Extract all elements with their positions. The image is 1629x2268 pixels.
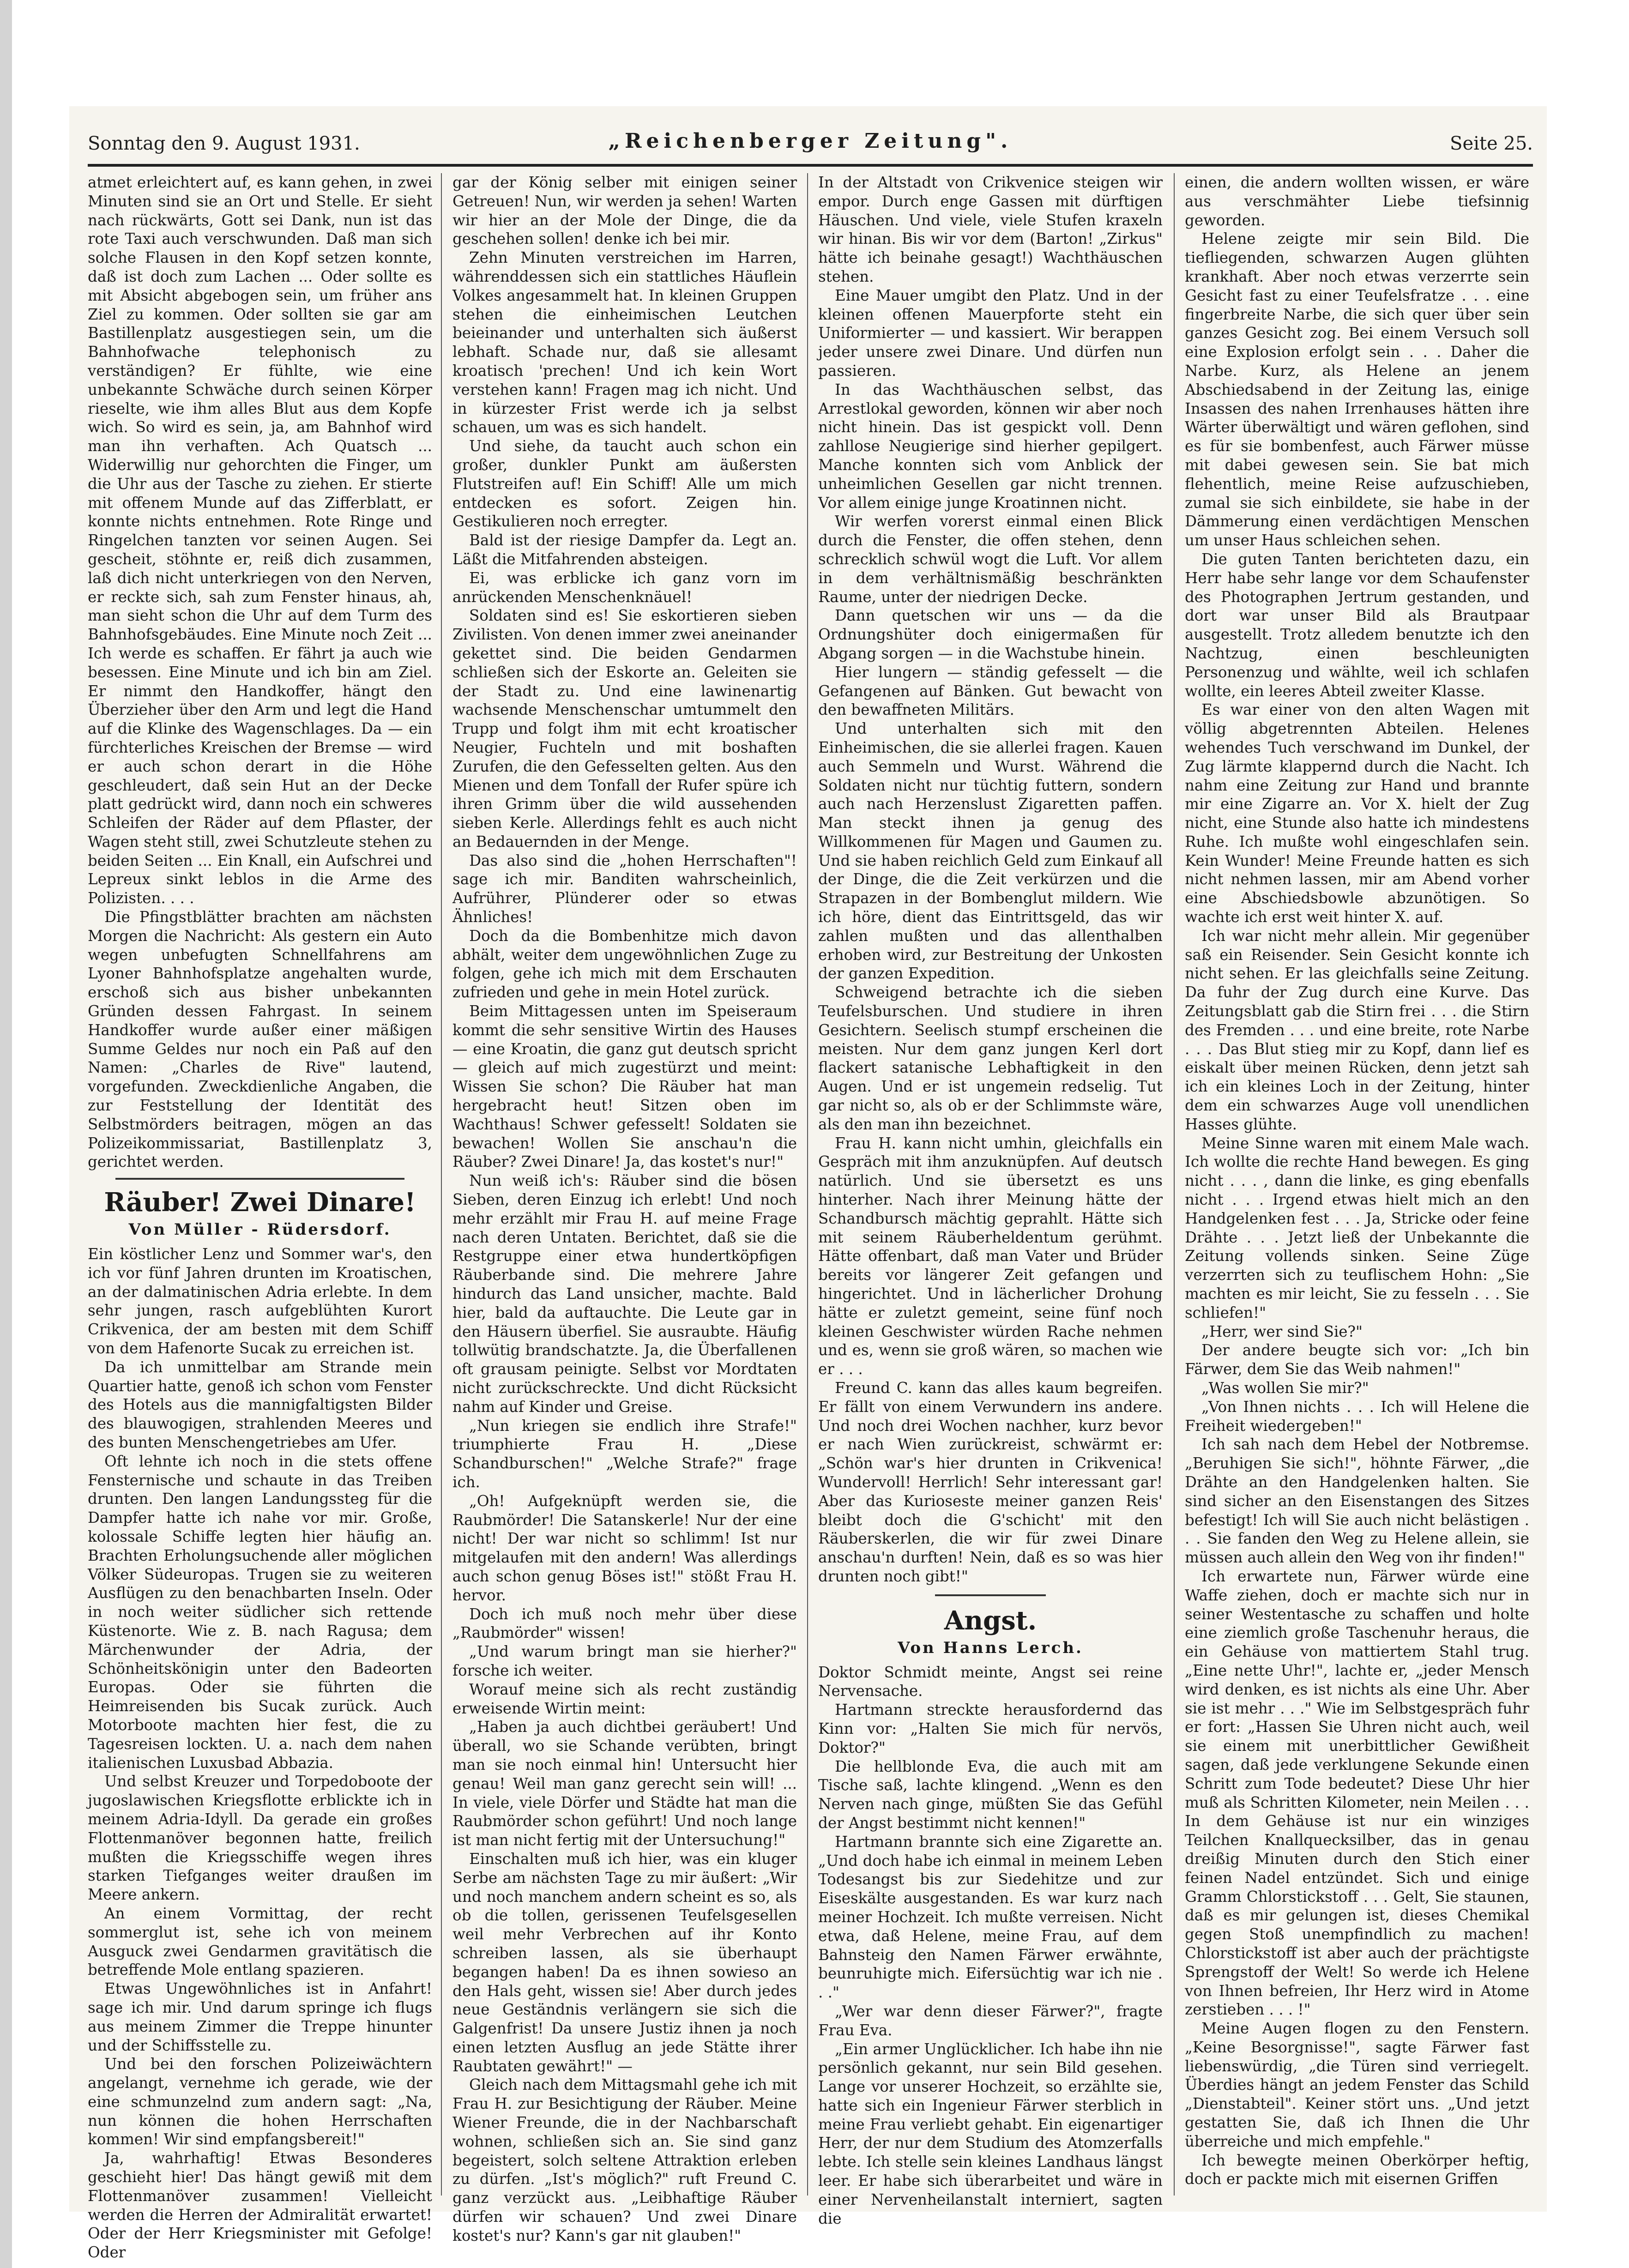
column-1 — [88, 173, 432, 2262]
column-3 — [818, 173, 1163, 2227]
article-paragraph: Worauf meine sich als recht zuständig erweisende Wirtin meint: — [452, 1680, 797, 1717]
article-paragraph: Wir werfen vorerst einmal einen Blick durch die Fenster, die offen stehen, denn schrecklich schwül wogt die Luft. Vor allem in dem verhältnismäßig beschränkten Raume, unter der niedrigen Decke. — [818, 513, 1163, 606]
article-paragraph: Und siehe, da taucht auch schon ein großer, dunkler Punkt am äußersten Flutstreifen auf! Ein Schiff! Alle um mich entdecken es sofort. Zeigen hin. Gestikulieren noch erregter. — [452, 437, 797, 531]
article-paragraph: Der andere beugte sich vor: „Ich bin Färwer, dem Sie das Weib nahmen!" — [1185, 1341, 1529, 1378]
article-paragraph: Doch da die Bombenhitze mich davon abhält, weiter dem ungewöhnlichen Zuge zu folgen, gehe ich mich mit dem Erschauten zufrieden und gehe in mein Hotel zurück. — [452, 927, 797, 1001]
article-paragraph: Die Pfingstblätter brachten am nächsten Morgen die Nachricht: Als gestern ein Auto wegen unbefugten Schnellfahrens am Lyoner Bahnhofsplatze angehalten wurde, erschoß sich aus bisher unbekannten Gründen dessen Fahrgast. In seinem Handkoffer wurde außer einer mäßigen Summe Geldes nur noch ein Paß auf den Namen: „Charles de Rive" lautend, vorgefunden. Zweckdienliche Angaben, die zur Feststellung der Identität des Selbstmörders beitragen, mögen an das Polizeikommissariat, Bastillenplatz 3, gerichtet werden. — [88, 908, 432, 1171]
masthead-page-number: Seite 25. — [1450, 133, 1533, 154]
article-paragraph: Ich erwartete nun, Färwer würde eine Waffe ziehen, doch er machte sich nur in seiner Westentasche zu schaffen und holte eine ziemlich große Taschenuhr heraus, die ein Gehäuse von mattiertem Stahl trug. „Eine nette Uhr!", lachte er, „jeder Mensch wird denken, es ist nichts als eine Uhr. Aber sie ist mehr . . ." Wie im Selbstgespräch fuhr er fort: „Hassen Sie Uhren nicht auch, weil sie einem mit unerbittlicher Gewißheit sagen, daß jede verklungene Sekunde einen Schritt zum Tode bedeutet? Diese Uhr hier muß als Schritten Kilometer, nein Meilen . . . In dem Gehäuse ist nur ein winziges Teilchen Knallquecksilber, das in genau dreißig Minuten durch den Stich einer feinen Nadel entzündet. Sich und einige Gramm Chlorstickstoff . . . Gelt, Sie staunen, daß es mir gelungen ist, dieses Chemikal gegen Stoß unempfindlich zu machen! Chlorstickstoff ist aber auch der prächtigste Sprengstoff der Welt! So werde ich Helene von Ihnen befreien, Ihr Herz wird in Atome zerstieben . . . !" — [1185, 1567, 1529, 2019]
article-paragraph: Dann quetschen wir uns — da die Ordnungshüter doch einigermaßen für Abgang sorgen — in die Wachstube hinein. — [818, 607, 1163, 662]
column-4 — [1185, 173, 1529, 2196]
article-paragraph: Da ich unmittelbar am Strande mein Quartier hatte, genoß ich schon vom Fenster des Hotels aus die mannigfaltigsten Bilder des blauwogigen, strahlenden Meeres und des bunten Menschengetriebes am Ufer. — [88, 1358, 432, 1451]
article-paragraph: Ich bewegte meinen Oberkörper heftig, doch er packte mich mit eisernen Griffen — [1185, 2151, 1529, 2188]
article-headline: Angst. — [944, 1605, 1037, 1636]
article-byline: Von Hanns Lerch. — [898, 1638, 1083, 1657]
article-paragraph: Die guten Tanten berichteten dazu, ein Herr habe sehr lange vor dem Schaufenster des Photographen Jertrum gestanden, und dort war unser Bild als Brautpaar ausgestellt. Trotz alledem benutzte ich den Nachtzug, einen beschleunigten Personenzug und wählte, weil ich schlafen wollte, ein leeres Abteil zweiter Klasse. — [1185, 550, 1529, 700]
article-paragraph: Ein köstlicher Lenz und Sommer war's, den ich vor fünf Jahren drunten im Kroatischen, an der dalmatinischen Adria erlebte. In dem sehr jungen, rasch aufgeblühten Kurort Crikvenica, der am besten mit dem Schiff von dem Hafenorte Sucak zu erreichen ist. — [88, 1245, 432, 1357]
scan-edge — [0, 0, 12, 2268]
article-paragraph: „Was wollen Sie mir?" — [1201, 1379, 1369, 1397]
article-paragraph: Meine Augen flogen zu den Fenstern. „Keine Besorgnisse!", sagte Färwer fast liebenswürdig, „die Türen sind verriegelt. Überdies hängt an jedem Fenster das Schild „Dienstabteil". Keiner stört uns. „Und jetzt gestatten Sie, daß ich Ihnen die Uhr überreiche und mich empfehle." — [1185, 2020, 1529, 2150]
article-byline: Von Müller - Rüdersdorf. — [128, 1220, 392, 1239]
article-paragraph: „Herr, wer sind Sie?" — [1201, 1322, 1363, 1340]
column-divider — [441, 173, 442, 2196]
article-paragraph: Beim Mittagessen unten im Speiseraum kommt die sehr sensitive Wirtin des Hauses — eine Kroatin, die ganz gut deutsch spricht — gleich auf mich zugestürzt und meint: Wissen Sie schon? Die Räuber hat man hergebracht heut! Sitzen oben im Wachthaus! Schwer gefesselt! Soldaten sie bewachen! Wollen Sie anschau'n die Räuber? Zwei Dinare! Ja, das kostet's nur!" — [452, 1002, 797, 1171]
article-paragraph: Und selbst Kreuzer und Torpedoboote der jugoslawischen Kriegsflotte erblickte ich in meinem Adria-Idyll. Da gerade ein großes Flottenmanöver begonnen hatte, freilich mußten die Kriegsschiffe wegen ihres starken Tiefganges weiter draußen im Meere ankern. — [88, 1773, 432, 1904]
article-paragraph: Die hellblonde Eva, die auch mit am Tische saß, lachte klingend. „Wenn es den Nerven nach ginge, müßten Sie das Gefühl der Angst bestimmt nicht kennen!" — [818, 1757, 1163, 1832]
article-paragraph: Und unterhalten sich mit den Einheimischen, die sie allerlei fragen. Kauen auch Semmeln und Wurst. Während die Soldaten nicht nur tüchtig futtern, sondern auch nach Herzenslust Zigaretten paffen. Man steckt ihnen ja genug des Willkommenen für Magen und Gaumen zu. Und sie haben reichlich Geld zum Einkauf all der Dinge, die die Zeit verkürzen und die Strapazen in der Bombenglut mildern. Wie ich höre, dient das Eintrittsgeld, das wir zahlen mußten und das allenthalben erhoben wird, zur Bestreitung der Unkosten der ganzen Expedition. — [818, 720, 1163, 983]
article-paragraph: Hartmann brannte sich eine Zigarette an. „Und doch habe ich einmal in meinem Leben Todesangst bis zur Siedehitze und zur Eiseskälte ausgestanden. Es war kurz nach meiner Hochzeit. Ich mußte verreisen. Nicht etwa, daß Helene, meine Frau, auf dem Bahnsteig den Namen Färwer erwähnte, beunruhigte mich. Eifersüchtig war ich nie . . ." — [818, 1833, 1163, 2002]
article-paragraph: Doch ich muß noch mehr über diese „Raubmörder" wissen! — [452, 1605, 797, 1642]
article-paragraph: Gleich nach dem Mittagsmahl gehe ich mit Frau H. zur Besichtigung der Räuber. Meine Wiener Freunde, die in der Nachbarschaft wohnen, schließen sich an. Sie sind ganz begeistert, solch seltene Attraktion erleben zu dürfen. „Ist's möglich?" ruft Freund C. ganz verzückt aus. „Leibhaftige Räuber dürfen wir schauen? Und zwei Dinare kostet's nur? Kann's gar nit glauben!" — [452, 2076, 797, 2244]
article-paragraph: Nun weiß ich's: Räuber sind die bösen Sieben, deren Einzug ich erlebt! Und noch mehr erzählt mir Frau H. auf meine Frage nach deren Untaten. Berichtet, daß sie die Restgruppe einer etwa hundertköpfigen Räuberbande sind. Die mehrere Jahre hindurch das Land unsicher, machte. Bald hier, bald da auftauchte. Die Leute gar in den Häusern überfiel. Sie ausraubte. Häufig tollwütig brandschatzte. Ja, die Überfallenen oft grausam peinigte. Selbst vor Mordtaten nicht zurückschreckte. Und dicht Rücksicht nahm auf Kinder und Greise. — [452, 1172, 797, 1416]
article-paragraph: „Von Ihnen nichts . . . Ich will Helene die Freiheit wiedergeben!" — [1185, 1398, 1529, 1435]
article-paragraph: Hartmann streckte herausfordernd das Kinn vor: „Halten Sie mich für nervös, Doktor?" — [818, 1701, 1163, 1756]
masthead-date: Sonntag den 9. August 1931. — [88, 133, 360, 154]
article-paragraph: „Wer war denn dieser Färwer?", fragte Frau Eva. — [818, 2002, 1163, 2039]
article-paragraph: Doktor Schmidt meinte, Angst sei reine Nervensache. — [818, 1663, 1163, 1700]
article-paragraph: Und bei den forschen Polizeiwächtern angelangt, vernehme ich gerade, wie der eine schmunzelnd zum andern sagt: „Na, nun können die hohen Herrschaften kommen! Wir sind empfangsbereit!" — [88, 2055, 432, 2148]
column-divider — [807, 173, 808, 2196]
article-paragraph: In das Wachthäuschen selbst, das Arrestlokal geworden, können wir aber noch nicht hinein. Das ist gespickt voll. Denn zahllose Neugierige sind hierher gepilgert. Manche konnten sich vom Anblick der unheimlichen Gesellen gar nicht trennen. Vor allem einige junge Kroatinnen nicht. — [818, 380, 1163, 512]
article-paragraph: Freund C. kann das alles kaum begreifen. Er fällt von einem Verwundern ins andere. Und noch drei Wochen nachher, kurz bevor er nach Wien zurückreist, schwärmt er: „Schön war's hier drunten in Crikvenica! Wundervoll! Herrlich! Sehr interessant gar! Aber das Kurioseste meiner ganzen Reis' bleibt doch die G'schicht' mit den Räuberskerlen, die wir für zwei Dinare anschau'n durften! Nein, daß es so was hier drunten noch gibt!" — [818, 1379, 1163, 1585]
article-paragraph: „Oh! Aufgeknüpft werden sie, die Raubmörder! Die Satanskerle! Nur der eine nicht! Der war nicht so schlimm! Ist nur mitgelaufen mit den andern! Was allerdings auch schon genug Böses ist!" stößt Frau H. hervor. — [452, 1492, 797, 1604]
article-paragraph: „Und warum bringt man sie hierher?" forsche ich weiter. — [452, 1643, 797, 1679]
column-2 — [452, 173, 797, 2244]
article-paragraph: Helene zeigte mir sein Bild. Die tiefliegenden, schwarzen Augen glühten krankhaft. Aber noch etwas verzerrte sein Gesicht fast zu einer Teufelsfratze . . . eine fingerbreite Narbe, die sich quer über sein ganzes Gesicht zog. Bei einem Versuch soll eine Explosion erfolgt sein . . . Daher die Narbe. Kurz, als Helene an jenem Abschiedsabend in der Zeitung las, einige Insassen des nahen Irrenhauses hätten ihre Wärter überwältigt und wären geflohen, sind es für sie bombenfest, auch Färwer müsse mit dabei gewesen sein. Sie bat mich flehentlich, meine Reise aufzuschieben, zumal sie sich einbildete, sie habe in der Dämmerung einen verdächtigen Menschen um unser Haus schleichen sehen. — [1185, 230, 1529, 549]
article-paragraph: Frau H. kann nicht umhin, gleichfalls ein Gespräch mit ihm anzuknüpfen. Auf deutsch natürlich. Und sie übersetzt es uns hinterher. Nach ihrer Meinung hätte der Schandbursch mächtig geprahlt. Hätte sich mit seinem Räuberheldentum gerühmt. Hätte offenbart, daß man Vater und Brüder bereits vor längerer Zeit gefangen und hingerichtet. Und in lächerlicher Drohung hätte er zuletzt gemeint, seine fünf noch kleinen Geschwister würden Rache nehmen und es, wenn sie groß wären, so machen wie er . . . — [818, 1134, 1163, 1378]
article-paragraph: Zehn Minuten verstreichen im Harren, währenddessen sich ein stattliches Häuflein Volkes angesammelt hat. In kleinen Gruppen stehen die einheimischen Leutchen beieinander und unterhalten sich äußerst lebhaft. Schade nur, daß sie allesamt kroatisch 'prechen! Und ich kein Wort verstehen kann! Fragen mag ich nicht. Und in kürzester Frist werde ich ja selbst schauen, um was es sich handelt. — [452, 249, 797, 436]
article-separator — [115, 1178, 404, 1180]
article-separator — [935, 1594, 1046, 1596]
article-paragraph: Meine Sinne waren mit einem Male wach. Ich wollte die rechte Hand bewegen. Es ging nicht . . . , dann die linke, es ging ebenfalls nicht . . . Irgend etwas hielt mich an den Handgelenken fest . . . Ja, Stricke oder feine Drähte . . . Jetzt ließ der Unbekannte die Zeitung vollends sinken. Seine Züge verzerrten sich zu teuflischem Hohn: „Sie machten es mir leicht, Sie zu fesseln . . . Sie schliefen!" — [1185, 1134, 1529, 1321]
masthead-title: „Reichenberger Zeitung". — [608, 129, 1013, 153]
article-paragraph: Eine Mauer umgibt den Platz. Und in der kleinen offenen Mauerpforte steht ein Uniformierter — und kassiert. Wir berappen jeder unsere zwei Dinare. Und dürfen nun passieren. — [818, 286, 1163, 380]
article-paragraph: „Haben ja auch dichtbei geräubert! Und überall, wo sie Schande verübten, bringt man sie noch einmal hin! Untersucht hier genau! Weil man ganz gerecht sein will! ... In viele, viele Dörfer und Städte hat man die Raubmörder schon geführt! Und noch lange ist man nicht fertig mit der Untersuchung!" — [452, 1718, 797, 1849]
article-paragraph: Ich war nicht mehr allein. Mir gegenüber saß ein Reisender. Sein Gesicht konnte ich nicht sehen. Er las gleichfalls seine Zeitung. Da fuhr der Zug durch eine Kurve. Das Zeitungsblatt gab die Stirn frei . . . die Stirn des Fremden . . . und eine breite, rote Narbe . . . Das Blut stieg mir zu Kopf, dann lief es eiskalt über meinen Rücken, denn jetzt sah ich ein kleines Loch in der Zeitung, hinter dem ein schwarzes Auge voll unendlichen Hasses glühte. — [1185, 927, 1529, 1133]
article-paragraph: Oft lehnte ich noch in die stets offene Fensternische und schaute in das Treiben drunten. Den langen Landungssteg für die Dampfer hatte ich nahe vor mir. Große, kolossale Schiffe legten hier häufig an. Brachten Erholungsuchende aller möglichen Völker Südeuropas. Trugen sie zu weiteren Ausflügen zu den benachbarten Inseln. Oder in noch weiter südlicher sich rettende Küstenorte. Wie z. B. nach Ragusa; dem Märchenwunder der Adria, der Schönheitskönigin unter den Badeorten Europas. Oder sie führten die Heimreisenden bis Sucak zurück. Auch Motorboote machten hier fest, die zu Tagesreisen lockten. U. a. nach dem nahen italienischen Luxusbad Abbazia. — [88, 1452, 432, 1772]
article-paragraph: Das also sind die „hohen Herrschaften"! sage ich mir. Banditen wahrscheinlich, Aufrührer, Plünderer oder so etwas Ähnliches! — [452, 851, 797, 926]
article-paragraph: Ei, was erblicke ich ganz vorn im anrückenden Menschenknäuel! — [452, 569, 797, 606]
article-paragraph: Etwas Ungewöhnliches ist in Anfahrt! sage ich mir. Und darum springe ich flugs aus meinem Zimmer die Treppe hinunter und der Schiffsstelle zu. — [88, 1980, 432, 2054]
article-paragraph: Ja, wahrhaftig! Etwas Besonderes geschieht hier! Das hängt gewiß mit dem Flottenmanöver zusammen! Vielleicht werden die Herren der Admiralität erwartet! Oder der Herr Kriegsminister mit Gefolge! Oder — [88, 2149, 432, 2262]
article-paragraph: atmet erleichtert auf, es kann gehen, in zwei Minuten sind sie an Ort und Stelle. Er sieht nach rückwärts, Gott sei Dank, nun ist das rote Taxi auch verschwunden. Daß man sich solche Flausen in den Kopf setzen konnte, daß ist doch zum Lachen ... Oder sollte es mit Absicht abgebogen sein, um früher ans Ziel zu kommen. Oder sollten sie gar am Bastillenplatz ausgestiegen sein, um die Bahnhofwache telephonisch zu verständigen? Er fühlte, wie eine unbekannte Schwäche durch seinen Körper rieselte, wie ihm alles Blut aus dem Kopfe wich. So wird es sein, ja, am Bahnhof wird man ihn verhaften. Ach Quatsch ... Widerwillig nur gehorchten die Finger, um die Uhr aus der Tasche zu ziehen. Er stierte mit offenem Munde auf das Zifferblatt, er konnte nichts entnehmen. Rote Ringe und Ringelchen tanzten vor seinen Augen. Sei gescheit, stöhnte er, reiß dich zusammen, laß dich nicht unterkriegen von den Nerven, er reckte sich, sah zum Fenster hinaus, ah, man sieht schon die Uhr auf dem Turm des Bahnhofsgebäudes. Eine Minute noch Zeit ... Ich werde es schaffen. Er fährt ja auch wie besessen. Eine Minute und ich bin am Ziel. Er nimmt den Handkoffer, hängt den Überzieher über den Arm und legt die Hand auf die Klinke des Wagenschlages. Da — ein fürchterliches Kreischen der Bremse — wird er auch schon derart in die Höhe geschleudert, daß sein Hut an der Decke platt gedrückt wird, dann noch ein schweres Schleifen der Räder auf dem Pflaster, der Wagen steht still, zwei Schutzleute stehen zu beiden Seiten ... Ein Knall, ein Aufschrei und Lepreux sinkt leblos in die Arme des Polizisten. . . . — [88, 174, 432, 907]
article-paragraph: Es war einer von den alten Wagen mit völlig abgetrennten Abteilen. Helenes wehendes Tuch verschwand im Dunkel, der Zug lärmte klappernd durch die Nacht. Ich nahm eine Zeitung zur Hand und brannte mir eine Zigarre an. Vor X. hielt der Zug nicht, eine Stunde also hatte ich mindestens Ruhe. Ich mußte wohl eingeschlafen sein. Kein Wunder! Meine Freunde hatten es sich nicht nehmen lassen, mir am Abend vorher eine Abschiedsbowle abzunötigen. So wachte ich erst weit hinter X. auf. — [1185, 701, 1529, 926]
article-paragraph: Bald ist der riesige Dampfer da. Legt an. Läßt die Mitfahrenden absteigen. — [452, 531, 797, 568]
article-paragraph: Ich sah nach dem Hebel der Notbremse. „Beruhigen Sie sich!", höhnte Färwer, „die Drähte an den Handgelenken halten. Sie sind sicher an den Eisenstangen des Sitzes befestigt! Ich will Sie auch nicht belästigen . . . Sie fanden den Weg zu Helene allein, sie müssen auch allein den Weg von ihr finden!" — [1185, 1436, 1529, 1567]
article-paragraph: „Ein armer Unglücklicher. Ich habe ihn nie persönlich gekannt, nur sein Bild gesehen. Lange vor unserer Hochzeit, so erzählte sie, hatte sich ein Ingenieur Färwer sterblich in meine Frau verliebt gehabt. Ein eigenartiger Herr, der nur dem Studium des Atomzerfalls lebte. Ich stelle sein kleines Landhaus längst leer. Er habe sich überarbeitet und wäre in einer Nervenheilanstalt interniert, sagten die — [818, 2040, 1163, 2227]
article-paragraph: Soldaten sind es! Sie eskortieren sieben Zivilisten. Von denen immer zwei aneinander gekettet sind. Die beiden Gendarmen schließen sich der Eskorte an. Geleiten sie der Stadt zu. Und eine lawinenartig wachsende Menschenschar umtummelt den Trupp und folgt ihm mit echt kroatischer Neugier, Fuchteln und mit boshaften Zurufen, die den Gefesselten gelten. Aus den Mienen und dem Tonfall der Rufer spüre ich ihren Grimm über die wild aussehenden sieben Kerle. Allerdings fehlt es auch nicht an Bedauernden in der Menge. — [452, 607, 797, 850]
article-paragraph: In der Altstadt von Crikvenice steigen wir empor. Durch enge Gassen mit dürftigen Häuschen. Und viele, viele Stufen kraxeln wir hinan. Bis wir vor dem (Barton! „Zirkus" hätte ich beinahe gesagt!) Wachthäuschen stehen. — [818, 174, 1163, 285]
article-paragraph: einen, die andern wollten wissen, er wäre aus verschmähter Liebe tiefsinnig geworden. — [1185, 174, 1529, 229]
masthead — [88, 129, 1533, 162]
article-paragraph: Einschalten muß ich hier, was ein kluger Serbe am nächsten Tage zu mir äußert: „Wir und noch manchem andern scheint es so, als ob die tollen, gerissenen Teufelsgesellen weil mehr Verbrechen auf ihr Konto schreiben lassen, als sie überhaupt begangen haben! Da es ihnen sowieso an den Hals geht, wissen sie! Aber durch jedes neue Geständnis verlängern sie sich die Galgenfrist! Da unsere Justiz ihnen ja noch einen letzten Ausflug an jede Stätte ihrer Raubtaten gewährt!" — — [452, 1850, 797, 2075]
article-paragraph: „Nun kriegen sie endlich ihre Strafe!" triumphierte Frau H. „Diese Schandburschen!" „Welche Strafe?" frage ich. — [452, 1417, 797, 1491]
article-paragraph: Schweigend betrachte ich die sieben Teufelsburschen. Und studiere in ihren Gesichtern. Seelisch stumpf erscheinen die meisten. Nur dem ganz jungen Kerl dort flackert satanische Lebhaftigkeit in den Augen. Und er ist ungemein redselig. Tut gar nicht so, als ob er der Schlimmste wäre, als den man ihn bezeichnet. — [818, 983, 1163, 1133]
masthead-rule — [88, 164, 1533, 167]
column-divider — [1174, 173, 1175, 2196]
article-paragraph: gar der König selber mit einigen seiner Getreuen! Nun, wir werden ja sehen! Warten wir hier an der Mole der Dinge, die da geschehen sollen! denke ich bei mir. — [452, 174, 797, 248]
article-paragraph: An einem Vormittag, der recht sommerglut ist, sehe ich von meinem Ausguck zwei Gendarmen gravitätisch die betreffende Mole entlang spazieren. — [88, 1904, 432, 1979]
article-headline: Räuber! Zwei Dinare! — [104, 1187, 416, 1218]
article-paragraph: Hier lungern — ständig gefesselt — die Gefangenen auf Bänken. Gut bewacht von den bewaffneten Militärs. — [818, 663, 1163, 719]
